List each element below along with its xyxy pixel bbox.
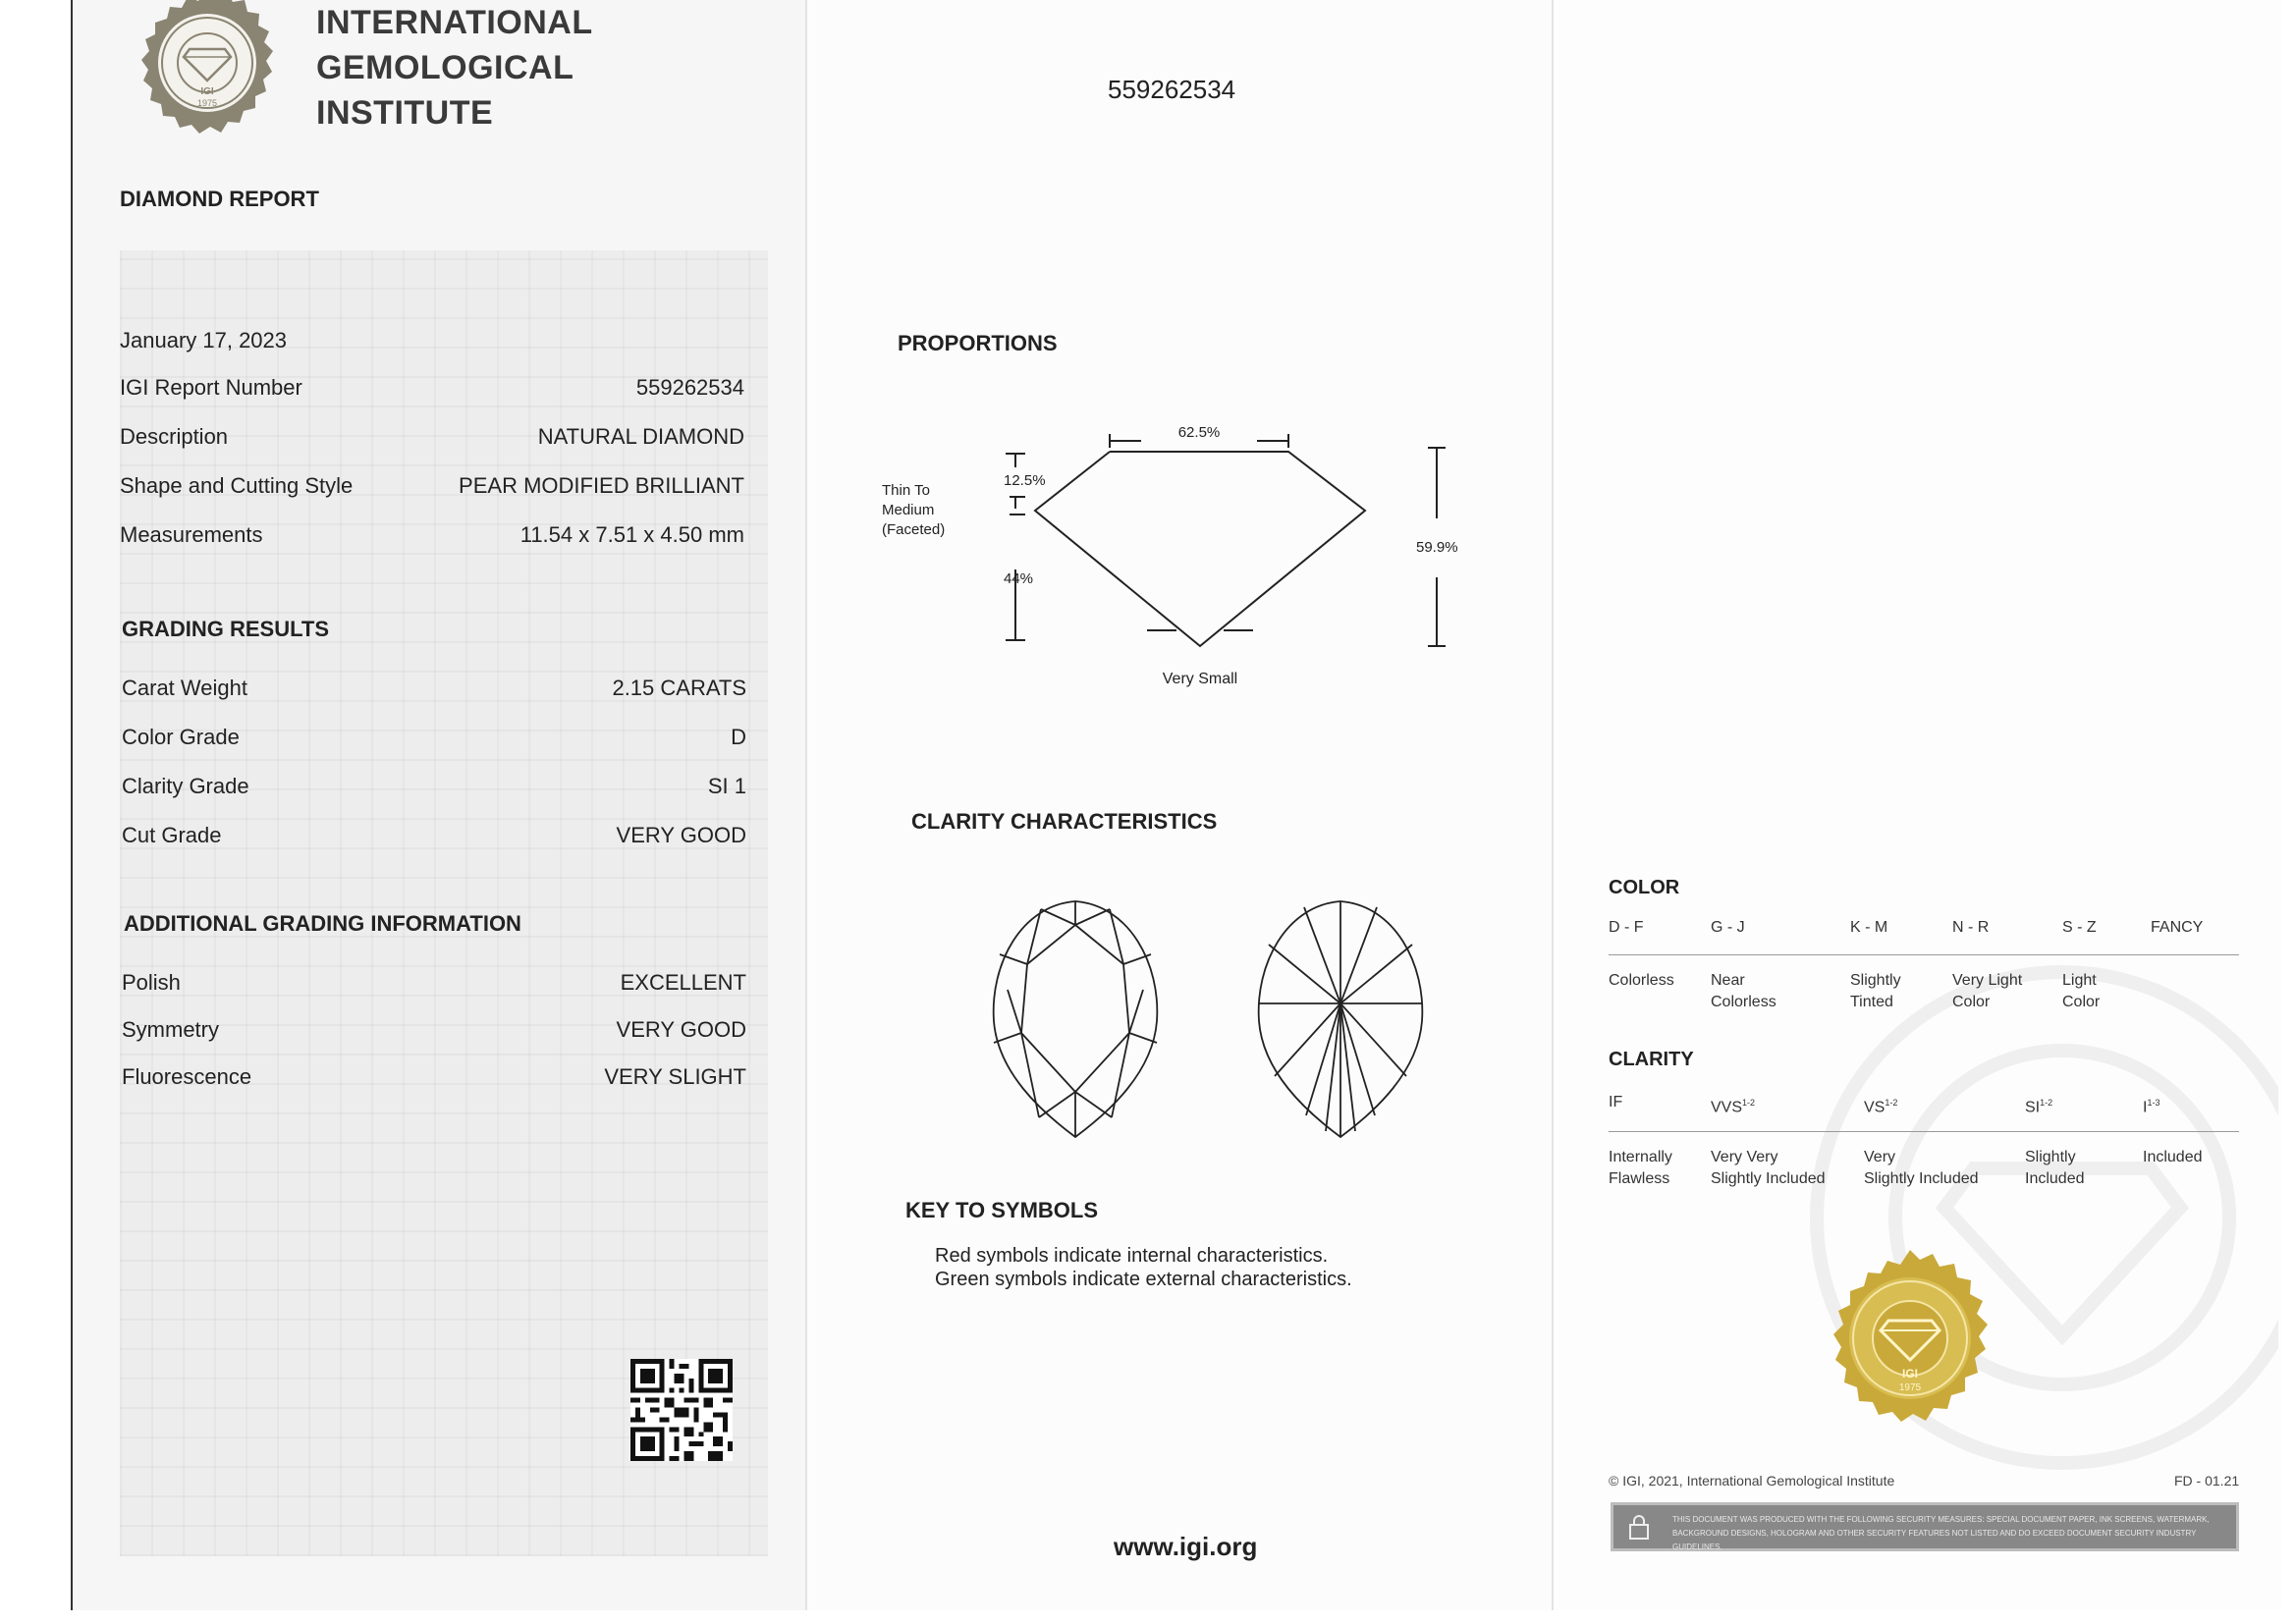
field-row-carat-weight <box>122 676 746 701</box>
desc-line: Color <box>2062 994 2101 1010</box>
field-row-polish <box>122 970 746 996</box>
desc-line: Internally <box>1609 1149 1672 1165</box>
gold-igi-seal <box>1819 1247 2001 1430</box>
fold-line-right <box>1552 0 1554 1610</box>
desc-line: Slightly Included <box>1864 1170 1979 1187</box>
culet-label: Very Small <box>1162 671 1238 687</box>
field-row-shape <box>120 473 744 499</box>
clarity-grade-vvs <box>1711 1092 1755 1118</box>
grade: SI <box>2025 1099 2041 1116</box>
color-grade-sz: S - Z <box>2062 919 2097 936</box>
desc-line: Very <box>1864 1149 1896 1165</box>
report-number-header: 559262534 <box>1108 75 1236 104</box>
form-code: FD - 01.21 <box>2174 1473 2240 1489</box>
desc-line: Color <box>1952 994 1991 1010</box>
institute-name <box>316 0 593 135</box>
field-value: VERY GOOD <box>616 1017 746 1042</box>
desc-line: Included <box>2143 1149 2203 1165</box>
field-value: 11.54 x 7.51 x 4.50 mm <box>519 522 744 547</box>
desc-line: Colorless <box>1609 972 1674 989</box>
color-desc-slightly-tinted <box>1850 970 1901 1013</box>
desc-line: Light <box>2062 972 2097 989</box>
grade: I <box>2143 1099 2148 1116</box>
field-label: Symmetry <box>122 1017 219 1042</box>
igi-seal-logo <box>116 0 299 155</box>
field-value: NATURAL DIAMOND <box>537 424 744 449</box>
key-to-symbols-heading: KEY TO SYMBOLS <box>905 1198 1099 1222</box>
key-red-line: Red symbols indicate internal characteristics. <box>935 1245 1329 1267</box>
color-desc-colorless <box>1609 970 1674 992</box>
grade-sup: 1-2 <box>2040 1098 2053 1108</box>
field-row-measurements <box>120 522 744 548</box>
desc-line: Near <box>1711 972 1745 989</box>
table-percent: 62.5% <box>1177 424 1221 441</box>
middle-panel <box>805 0 1552 1610</box>
svg-text:IGI: IGI <box>1901 1367 1919 1380</box>
grade: IF <box>1609 1094 1623 1110</box>
website-link[interactable]: www.igi.org <box>1114 1532 1258 1561</box>
field-row-fluorescence <box>122 1064 746 1090</box>
svg-text:IGI: IGI <box>200 86 214 97</box>
field-label: IGI Report Number <box>120 375 302 400</box>
report-date: January 17, 2023 <box>120 328 288 352</box>
page-edge-line <box>71 0 73 1610</box>
color-grade-gj: G - J <box>1711 919 1745 936</box>
girdle-line1: Thin To <box>882 482 930 499</box>
clarity-grade-if <box>1609 1092 1622 1113</box>
security-features-strip <box>1611 1502 2239 1551</box>
clarity-desc-si <box>2025 1147 2085 1190</box>
field-value: SI 1 <box>707 774 746 798</box>
desc-line: Very Very <box>1711 1149 1778 1165</box>
lock-icon <box>1625 1513 1653 1541</box>
field-row-color-grade <box>122 725 746 750</box>
field-label: Shape and Cutting Style <box>120 473 354 498</box>
proportions-heading: PROPORTIONS <box>898 331 1058 355</box>
grade: VVS <box>1711 1099 1743 1116</box>
desc-line: Slightly Included <box>1711 1170 1826 1187</box>
grade: VS <box>1864 1099 1886 1116</box>
clarity-desc-vvs <box>1711 1147 1826 1190</box>
field-value: VERY GOOD <box>616 823 746 847</box>
clarity-plot-crown <box>982 895 1169 1141</box>
color-scale-divider <box>1609 954 2239 955</box>
color-desc-very-light <box>1952 970 2022 1013</box>
security-features-text: THIS DOCUMENT WAS PRODUCED WITH THE FOLLOWING SECURITY MEASURES: SPECIAL DOCUMENT PAPER, INK SCREENS, WATERMARK, BACKGROUND DESIGNS, HOLOGRAM AND OTHER SECURITY FEATURES NOT LISTED AND DO EXCEED DOCUMENT SECURITY INDUSTRY GUIDELINES. <box>1672 1515 2210 1551</box>
desc-line: Tinted <box>1850 994 1893 1010</box>
field-row-cut-grade <box>122 823 746 848</box>
field-value: 559262534 <box>635 375 744 400</box>
desc-line: Slightly <box>2025 1149 2076 1165</box>
clarity-grade-si <box>2025 1092 2052 1118</box>
desc-line: Included <box>2025 1170 2085 1187</box>
field-value: 2.15 CARATS <box>612 676 746 700</box>
girdle-line2: Medium <box>882 502 935 518</box>
svg-text:1975: 1975 <box>1898 1382 1922 1393</box>
report-title: DIAMOND REPORT <box>120 187 319 211</box>
proportions-diagram <box>864 412 1512 707</box>
grade-sup: 1-2 <box>1742 1098 1756 1108</box>
clarity-scale-divider <box>1609 1131 2239 1132</box>
desc-line: Flawless <box>1609 1170 1670 1187</box>
field-value: PEAR MODIFIED BRILLIANT <box>459 473 744 498</box>
field-label: Fluorescence <box>122 1064 252 1089</box>
color-grade-df: D - F <box>1609 919 1644 936</box>
field-label: Clarity Grade <box>122 774 249 798</box>
clarity-desc-i <box>2143 1147 2203 1168</box>
key-green-line: Green symbols indicate external characteristics. <box>935 1269 1352 1290</box>
additional-grading-heading: ADDITIONAL GRADING INFORMATION <box>124 911 521 936</box>
field-label: Measurements <box>120 522 263 547</box>
depth-percent: 59.9% <box>1416 539 1458 556</box>
institute-name-line3: INSTITUTE <box>316 94 494 132</box>
color-scale-heading: COLOR <box>1609 877 1680 898</box>
field-row-symmetry <box>122 1017 746 1043</box>
color-desc-near-colorless <box>1711 970 1777 1013</box>
desc-line: Colorless <box>1711 994 1777 1010</box>
fold-line-left <box>805 0 807 1610</box>
pavilion-percent: 44% <box>1004 570 1034 587</box>
copyright-text: © IGI, 2021, International Gemological Institute <box>1609 1473 1895 1489</box>
field-label: Polish <box>122 970 181 995</box>
clarity-plot-pavilion <box>1247 895 1434 1141</box>
field-row-clarity-grade <box>122 774 746 799</box>
institute-name-line1: INTERNATIONAL <box>316 4 593 41</box>
field-value: EXCELLENT <box>620 970 746 995</box>
qr-code[interactable] <box>630 1359 733 1461</box>
grading-results-heading: GRADING RESULTS <box>122 617 330 641</box>
field-label: Color Grade <box>122 725 240 749</box>
desc-line: Very Light <box>1952 972 2023 989</box>
color-grade-fancy: FANCY <box>2151 919 2204 936</box>
field-row-description <box>120 424 744 450</box>
girdle-line3: (Faceted) <box>882 521 946 538</box>
color-grade-km: K - M <box>1850 919 1888 936</box>
field-value: D <box>731 725 746 749</box>
institute-name-line2: GEMOLOGICAL <box>316 49 574 86</box>
field-label: Description <box>120 424 229 449</box>
field-label: Cut Grade <box>122 823 222 847</box>
clarity-desc-if <box>1609 1147 1672 1190</box>
field-value: VERY SLIGHT <box>604 1064 746 1089</box>
clarity-characteristics-heading: CLARITY CHARACTERISTICS <box>911 809 1218 834</box>
crown-percent: 12.5% <box>1004 472 1046 489</box>
desc-line: Slightly <box>1850 972 1901 989</box>
color-desc-light <box>2062 970 2100 1013</box>
field-label: Carat Weight <box>122 676 247 700</box>
grade-sup: 1-2 <box>1885 1098 1898 1108</box>
clarity-desc-vs <box>1864 1147 1979 1190</box>
clarity-scale-heading: CLARITY <box>1609 1049 1694 1070</box>
field-row-report-number <box>120 375 744 401</box>
clarity-grade-i <box>2143 1092 2159 1118</box>
clarity-grade-vs <box>1864 1092 1897 1118</box>
grade-sup: 1-3 <box>2147 1098 2160 1108</box>
svg-text:1975: 1975 <box>196 98 218 108</box>
color-grade-nr: N - R <box>1952 919 1990 936</box>
